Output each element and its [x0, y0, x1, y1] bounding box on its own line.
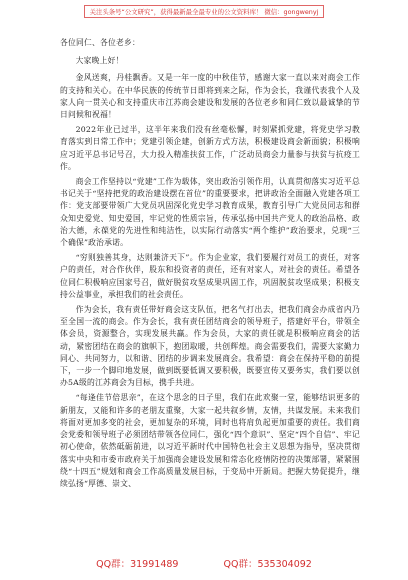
paragraph-5: 作为会长，我有责任带好商会这支队伍，把名气打出去，把我们商会办成省内乃至全国一流的商会。作为会长，我有责任团结商会的领导班子，搭建好平台，带领全体会员，资源整合，实现发展共赢。作为会员，大家的责任就是积极响应商会的活动，紧密团结在商会的旗帜下，抱团取暖，共创辉煌。商会需要我们，需要大家勤力同心、共同努力，以和谐、团结的步调来发展商会。我希望：商会在保持平稳的前提下，一步一个脚印地发展，做到既要低调又要积极，既要宣传又要务实，我们要以创办5A级的江苏商会为目标，携手共进。 — [60, 305, 360, 388]
paragraph-6: “每逢佳节倍思亲”，在这个思念的日子里，我们在此欢聚一堂，能够结识更多的新朋友，又能和许多的老朋友重聚，大家一起共叙乡情，友情，共谋发展。未来我们将面对更加多变的社会，更加复杂的环境，同时也将肩负起更加重要的责任。我们商会党委和领导班子必须团结带领各位同仁，强化“四个意识”、坚定“四个自信”、牢记初心使命，依然砥砺前进，以习近平新时代中国特色社会主义思想为指导，坚决贯彻落实中央和市委市政府关于加强商会建设发展和常态化疫情防控的决策部署，紧紧围绕“十四五”规划和商会工作高质量发展目标，于变局中开新局。把握大势促提升，继续弘扬“厚德、崇文、 — [60, 393, 360, 488]
footer-contact — [0, 556, 408, 570]
paragraph-2: 2022年业已过半，这半年来我们没有丝毫松懈，时刻紧抓党建，将党史学习教育落实到日常工作中；党建引领企建，创新方式方法，积极建设商会新面貌；积极响应习近平总书记号召，大力投入精准扶贫工作，广泛动员商会力量参与扶贫与抗疫工作。 — [60, 125, 360, 171]
paragraph-1: 金风送爽，丹桂飘香。又是一年一度的中秋佳节，感谢大家一直以来对商会工作的支持和关心。在中华民族的传统节日即将到来之际，作为会长，我谨代表我个人及家人向一贯关心和支持重庆市江苏商会建设和发展的各位老乡和同仁致以最诚挚的节日问候和祝福！ — [60, 73, 360, 120]
qq-group-1: QQ群：31991489 — [96, 559, 179, 570]
greeting: 大家晚上好！ — [75, 56, 124, 66]
qq-group-2: QQ群：535304092 — [223, 559, 312, 570]
paragraph-4: “穷则独善其身，达则兼济天下”。作为企业家，我们要履行对员工的责任，对客户的责任，对合作伙伴，股东和投资者的责任，还有对家人，对社会的责任。希望各位同仁积极响应国家号召，做好脱贫攻坚成果巩固工作，巩固脱贫攻坚成果；积极支持公益事业，承担我们的社会责任。 — [60, 253, 360, 299]
salutation: 各位同仁、各位老乡： — [60, 38, 140, 47]
paragraph-3: 商会工作坚持以“党建”工作为载体，突出政治引领作用，认真贯彻落实习近平总书记关于“坚持把党的政治建设摆在首位”的重要要求，把讲政治全面融入党建各项工作：党支部要带领广大党员巩固深化党史学习教育成果，教育引导广大党员同志和群众知史爱党、知史爱国，牢记党的性质宗旨，传承弘扬中国共产党人的政治品格、政治大德，永葆党的先进性和纯洁性，以实际行动落实“两个维护”政治要求，兑现“三个确保”政治承诺。 — [60, 177, 360, 248]
document-body — [60, 37, 360, 493]
header-banner: 关注头条号“公文研究”，获得最新最全最专业的公文资料库！ 微信：gongwenyj — [84, 5, 324, 18]
